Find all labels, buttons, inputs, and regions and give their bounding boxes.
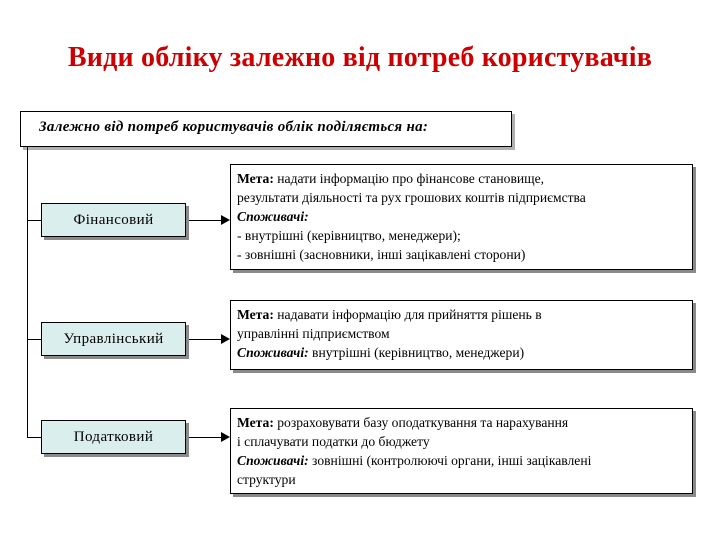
category-management	[41, 322, 186, 356]
arrow-tax-shaft	[189, 437, 221, 438]
header-text: Залежно від потреб користувачів облік поділяється на:	[39, 119, 429, 135]
tax-goal-line1	[237, 413, 686, 432]
arrow-financial-shaft	[189, 220, 221, 221]
tax-consumers-text1: зовнішні (контролюючі органи, інші зацікавлені	[308, 453, 592, 468]
financial-goal-text1: надати інформацію про фінансове становище,	[273, 171, 545, 186]
financial-consumers-internal: - внутрішні (керівництво, менеджери);	[237, 228, 461, 243]
financial-goal-line2: результати діяльності та рух грошових коштів підприємства	[237, 190, 586, 205]
tax-consumers-line2: структури	[237, 472, 296, 487]
connector-management	[27, 339, 41, 340]
financial-goal-label: Мета:	[237, 171, 274, 186]
category-management-label: Управлінський	[63, 331, 164, 347]
connector-financial	[27, 220, 41, 221]
financial-consumers-label: Споживачі:	[237, 209, 309, 224]
description-financial	[230, 164, 693, 270]
category-tax	[41, 420, 186, 454]
description-tax	[230, 408, 693, 494]
management-goal-label: Мета:	[237, 307, 274, 322]
management-goal-line1	[237, 305, 686, 324]
tax-consumers-line	[237, 451, 686, 470]
management-consumers-text: внутрішні (керівництво, менеджери)	[308, 345, 525, 360]
arrow-tax-head	[221, 432, 230, 442]
management-goal-text1: надавати інформацію для прийняття рішень в	[273, 307, 542, 322]
financial-consumers-external: - зовнішні (засновники, інші зацікавлені сторони)	[237, 247, 526, 262]
financial-goal-line1	[237, 169, 686, 188]
tax-consumers-label: Споживачі:	[237, 453, 309, 468]
connector-tax	[27, 437, 41, 438]
description-management	[230, 300, 693, 370]
arrow-financial-head	[221, 215, 230, 225]
tax-goal-label: Мета:	[237, 415, 274, 430]
tax-goal-text1: розраховувати базу оподаткування та нарахування	[273, 415, 569, 430]
vertical-connector	[27, 147, 28, 438]
header-box	[20, 111, 512, 147]
arrow-management-shaft	[189, 339, 221, 340]
management-goal-line2: управлінні підприємством	[237, 326, 390, 341]
tax-goal-line2: і сплачувати податки до бюджету	[237, 434, 430, 449]
management-consumers-label: Споживачі:	[237, 345, 309, 360]
management-consumers-line	[237, 343, 686, 362]
arrow-management-head	[221, 334, 230, 344]
category-tax-label: Податковий	[73, 429, 154, 445]
category-financial-label: Фінансовий	[73, 212, 154, 228]
page-title: Види обліку залежно від потреб користувачів	[67, 42, 653, 73]
category-financial	[41, 203, 186, 237]
